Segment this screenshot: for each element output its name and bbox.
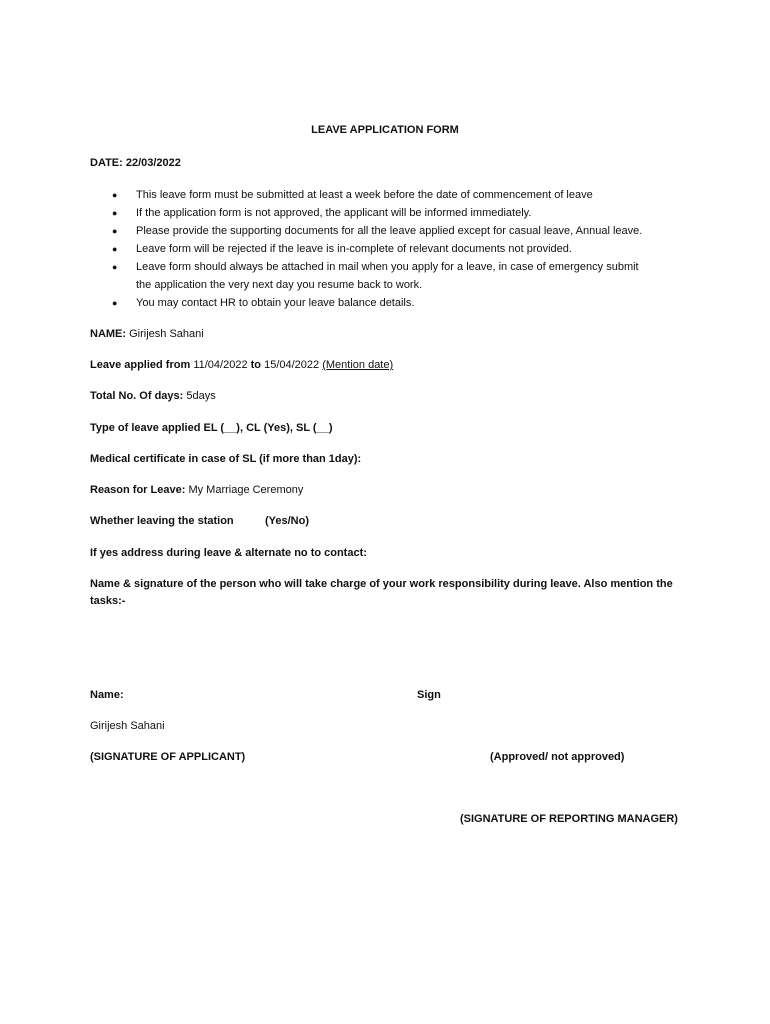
leave-to-date: 15/04/2022: [264, 359, 320, 371]
bullet-icon: ●: [112, 190, 118, 200]
rule-text: Leave form should always be attached in mail when you apply for a leave, in case of emergency submit: [136, 261, 639, 273]
rule-item: [112, 186, 692, 204]
rules-list: [112, 186, 692, 312]
name-label: NAME:: [90, 328, 127, 340]
bullet-icon: ●: [112, 208, 118, 218]
leave-from-date: 11/04/2022: [193, 359, 248, 371]
signature-name-label: Name:: [90, 689, 124, 701]
rule-text: You may contact HR to obtain your leave balance details.: [136, 297, 415, 309]
total-days-field: [90, 388, 216, 404]
rule-text: If the application form is not approved, the applicant will be informed immediately.: [136, 207, 532, 219]
rule-item-continuation: [112, 276, 692, 294]
rule-text: Please provide the supporting documents for all the leave applied except for casual leave, Annual leave.: [136, 225, 643, 237]
leave-applied-field: [90, 357, 393, 373]
leave-applied-label: Leave applied from: [90, 359, 191, 371]
bullet-icon: ●: [112, 298, 118, 308]
rule-item: [112, 258, 692, 276]
type-of-leave-field: Type of leave applied EL (__), CL (Yes), SL (__): [90, 422, 333, 434]
medical-certificate-field: Medical certificate in case of SL (if more than 1day):: [90, 453, 362, 465]
form-title: LEAVE APPLICATION FORM: [311, 124, 459, 136]
mention-date-note: (Mention date): [322, 359, 394, 371]
leaving-station-options: (Yes/No): [265, 515, 310, 527]
rule-item: [112, 204, 692, 222]
handover-line-1: Name & signature of the person who will take charge of your work responsibility during leave. Also mention the: [90, 578, 673, 590]
handover-line-2: tasks:-: [90, 595, 126, 607]
name-value: Girijesh Sahani: [129, 328, 204, 340]
rule-item: [112, 294, 692, 312]
sign-label: Sign: [417, 689, 441, 701]
rule-text: This leave form must be submitted at least a week before the date of commencement of leave: [136, 189, 593, 201]
reason-field: [90, 482, 303, 498]
rule-text: the application the very next day you resume back to work.: [136, 279, 423, 291]
address-contact-field: If yes address during leave & alternate no to contact:: [90, 547, 367, 559]
approval-status-label: (Approved/ not approved): [490, 751, 625, 763]
total-days-value: 5days: [186, 390, 216, 402]
applicant-signature-label: (SIGNATURE OF APPLICANT): [90, 751, 246, 763]
bullet-icon: ●: [112, 226, 118, 236]
reason-value: My Marriage Ceremony: [188, 484, 304, 496]
bullet-icon: ●: [112, 244, 118, 254]
name-field: [90, 326, 204, 342]
manager-signature-label: (SIGNATURE OF REPORTING MANAGER): [460, 813, 678, 825]
rule-text: Leave form will be rejected if the leave is in-complete of relevant documents not provided.: [136, 243, 572, 255]
applicant-name: Girijesh Sahani: [90, 720, 165, 732]
form-date: DATE: 22/03/2022: [90, 157, 181, 169]
reason-label: Reason for Leave:: [90, 484, 186, 496]
leaving-station-label: Whether leaving the station: [90, 515, 234, 527]
total-days-label: Total No. Of days:: [90, 390, 184, 402]
rule-item: [112, 240, 692, 258]
bullet-icon: ●: [112, 262, 118, 272]
leave-to-label: to: [250, 359, 262, 371]
rule-item: [112, 222, 692, 240]
